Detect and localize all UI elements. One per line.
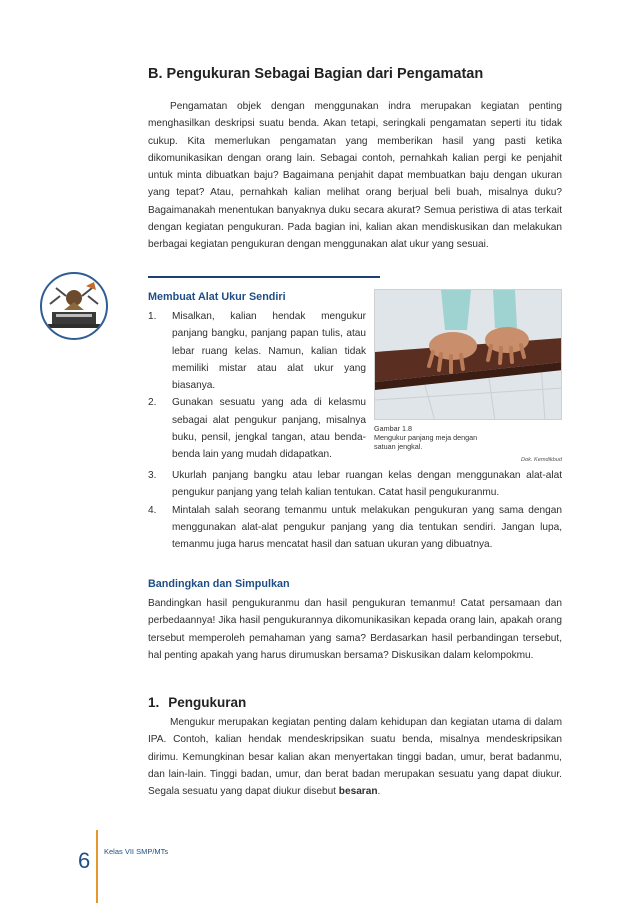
page-number: 6 (78, 848, 91, 873)
list-item (148, 394, 366, 463)
list-item-number: 3. (148, 470, 157, 481)
list-item (148, 467, 562, 502)
pengukuran-title: Pengukuran (168, 695, 247, 710)
footer-bar (96, 830, 98, 903)
list-item-text: Mintalah salah seorang temanmu untuk melakukan pengukuran yang sama dengan menggunakan alat-alat pengukur panjang yang dia tentukan sendiri. Jangan lupa, temanmu juga harus mencatat hasil dan satuan ukuran yang dibuatnya. (172, 504, 562, 551)
figure-caption-title: Gambar 1.8 (374, 424, 412, 433)
activity-icon (40, 272, 108, 340)
compare-paragraph: Bandingkan hasil pengukuranmu dan hasil pengukuran temanmu! Catat persamaan dan perbedaannya! Jika hasil pengukurannya dikomunikasikan kepada orang lain, apakah orang tersebut memperoleh pemahaman yang sama? Berdasarkan hasil perbandingan tersebut, hal penting apakah yang harus dirumuskan bersama? Diskusikan dalam kelompokmu. (148, 598, 562, 661)
figure-photo (374, 289, 562, 420)
section-title: B. Pengukuran Sebagai Bagian dari Pengamatan (148, 66, 484, 82)
list-item-text: Misalkan, kalian hendak mengukur panjang bangku, panjang papan tulis, atau lebar ruang kelas. Namun, kalian tidak memiliki mistar atau alat ukur yang biasanya. (172, 311, 366, 392)
pengukuran-text-before: Mengukur merupakan kegiatan penting dalam kehidupan dan kegiatan utama di dalam IPA. Contoh, kalian hendak mendeskripsikan suatu benda, misalnya mendeskripsikan dirimu. Kemungkinan besar kalian akan menyertakan tinggi badan, umur, berat badanmu, dan lain-lain. Tinggi badan, umur, dan berat badan merupakan sesuatu yang dapat diukur. Segala sesuatu yang dapat diukur disebut (148, 717, 562, 798)
intro-paragraph: Pengamatan objek dengan menggunakan indra merupakan kegiatan penting menghasilkan deskripsi suatu benda. Akan tetapi, seringkali pengamatan seperti itu tidak cukup. Kita memerlukan pengamatan yang memberikan hasil yang pasti ketika dikomunikasikan dengan orang lain. Sebagai contoh, pernahkah kalian pergi ke penjahit untuk minta dibuatkan baju? Bagaimana penjahit dapat membuatkan baju dengan ukuran yang tepat? Atau, pernahkah kalian melihat orang berjual beli buah, misalnya duku? Bagaimanakah menentukan banyaknya duku secara akurat? Semua peristiwa di atas terkait dengan kegiatan pengukuran. Pada bagian ini, kalian akan mendiskusikan dan melakukan berbagai kegiatan pengukuran dengan menggunakan alat ukur yang sesuai. (148, 101, 562, 251)
section-divider (148, 276, 380, 278)
list-item (148, 502, 562, 554)
activity-list-top (148, 308, 366, 464)
pengukuran-text-after: . (377, 786, 381, 798)
pengukuran-paragraph (148, 714, 562, 800)
figure-caption (374, 424, 484, 452)
list-item-number: 2. (148, 397, 157, 409)
pengukuran-term: besaran (338, 786, 378, 798)
list-item-text: Gunakan sesuatu yang ada di kelasmu sebagai alat pengukur panjang, misalnya buku, pensil, jengkal tangan, atau benda-benda lain yang mudah didapatkan. (172, 397, 366, 461)
list-item-number: 1. (148, 311, 157, 322)
list-item (148, 308, 366, 394)
figure-credit: Dok. Kemdikbud (520, 457, 562, 463)
pengukuran-number: 1. (148, 695, 160, 710)
list-item-number: 4. (148, 504, 157, 516)
pengukuran-heading (148, 695, 246, 710)
figure-caption-text: Mengukur panjang meja dengan satuan jengkal. (374, 433, 478, 452)
activity-list-bottom (148, 467, 562, 553)
footer-book-label: Kelas VII SMP/MTs (104, 847, 169, 856)
compare-heading: Bandingkan dan Simpulkan (148, 578, 290, 590)
activity-heading: Membuat Alat Ukur Sendiri (148, 291, 286, 303)
list-item-text: Ukurlah panjang bangku atau lebar ruangan kelas dengan menggunakan alat-alat pengukur panjang yang telah kalian tentukan. Catat hasil pengukuranmu. (172, 470, 562, 499)
